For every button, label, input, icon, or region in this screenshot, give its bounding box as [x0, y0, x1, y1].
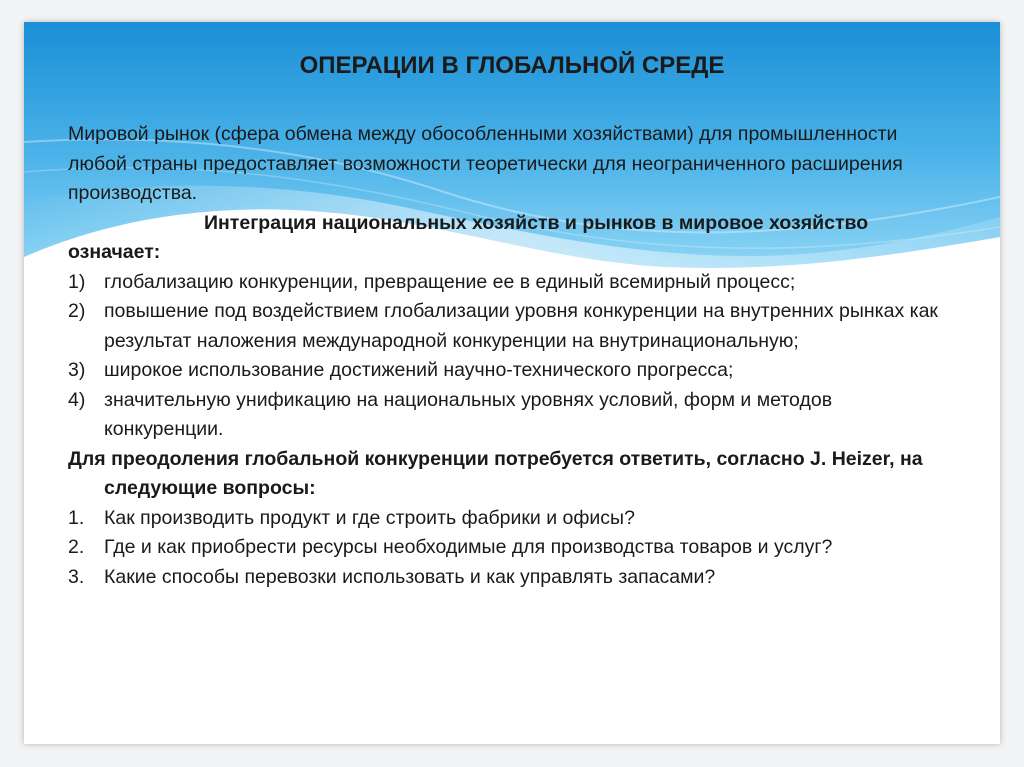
question-item [68, 563, 948, 593]
questions-heading-text: Для преодоления глобальной конкуренции потребуется ответить, согласно J. Heizer, на следующие вопросы: [68, 447, 923, 499]
integration-heading-cont: означает: [68, 241, 161, 263]
question-number: 1. [68, 506, 85, 529]
question-number: 2. [68, 536, 85, 558]
question-item [68, 504, 948, 534]
question-item [68, 533, 948, 563]
slide [24, 22, 1000, 744]
question-text: Какие способы перевозки использовать и как управлять запасами? [104, 565, 716, 588]
question-number: 3. [68, 565, 85, 588]
question-text: Как производить продукт и где строить фабрики и офисы? [104, 506, 635, 529]
list-number: 1) [68, 270, 86, 293]
slide-body [68, 120, 948, 592]
intro-paragraph: Мировой рынок (сфера обмена между обособленными хозяйствами) для промышленности любой страны предоставляет возможности теоретически для неограниченного расширения производства. [68, 123, 903, 204]
list-item [68, 268, 948, 298]
questions-heading [68, 445, 948, 504]
list-text: значительную унификацию на национальных уровнях условий, форм и методов конкуренции. [104, 388, 833, 440]
list-text: широкое использование достижений научно-технического прогресса; [104, 359, 734, 381]
list-number: 3) [68, 359, 86, 381]
list-number: 4) [68, 388, 86, 411]
slide-title: ОПЕРАЦИИ В ГЛОБАЛЬНОЙ СРЕДЕ [299, 52, 725, 79]
list-item [68, 297, 948, 356]
integration-heading: Интеграция национальных хозяйств и рынков в мировое хозяйство [204, 211, 869, 234]
list-number: 2) [68, 300, 86, 322]
list-text: глобализацию конкуренции, превращение ее в единый всемирный процесс; [104, 270, 796, 293]
questions-list [68, 504, 948, 593]
question-text: Где и как приобрести ресурсы необходимые для производства товаров и услуг? [104, 536, 833, 558]
list-item [68, 386, 948, 445]
list-text: повышение под воздействием глобализации уровня конкуренции на внутренних рынках как результат наложения международной конкуренции на внутринациональную; [104, 300, 938, 352]
integration-list [68, 268, 948, 445]
list-item [68, 356, 948, 386]
